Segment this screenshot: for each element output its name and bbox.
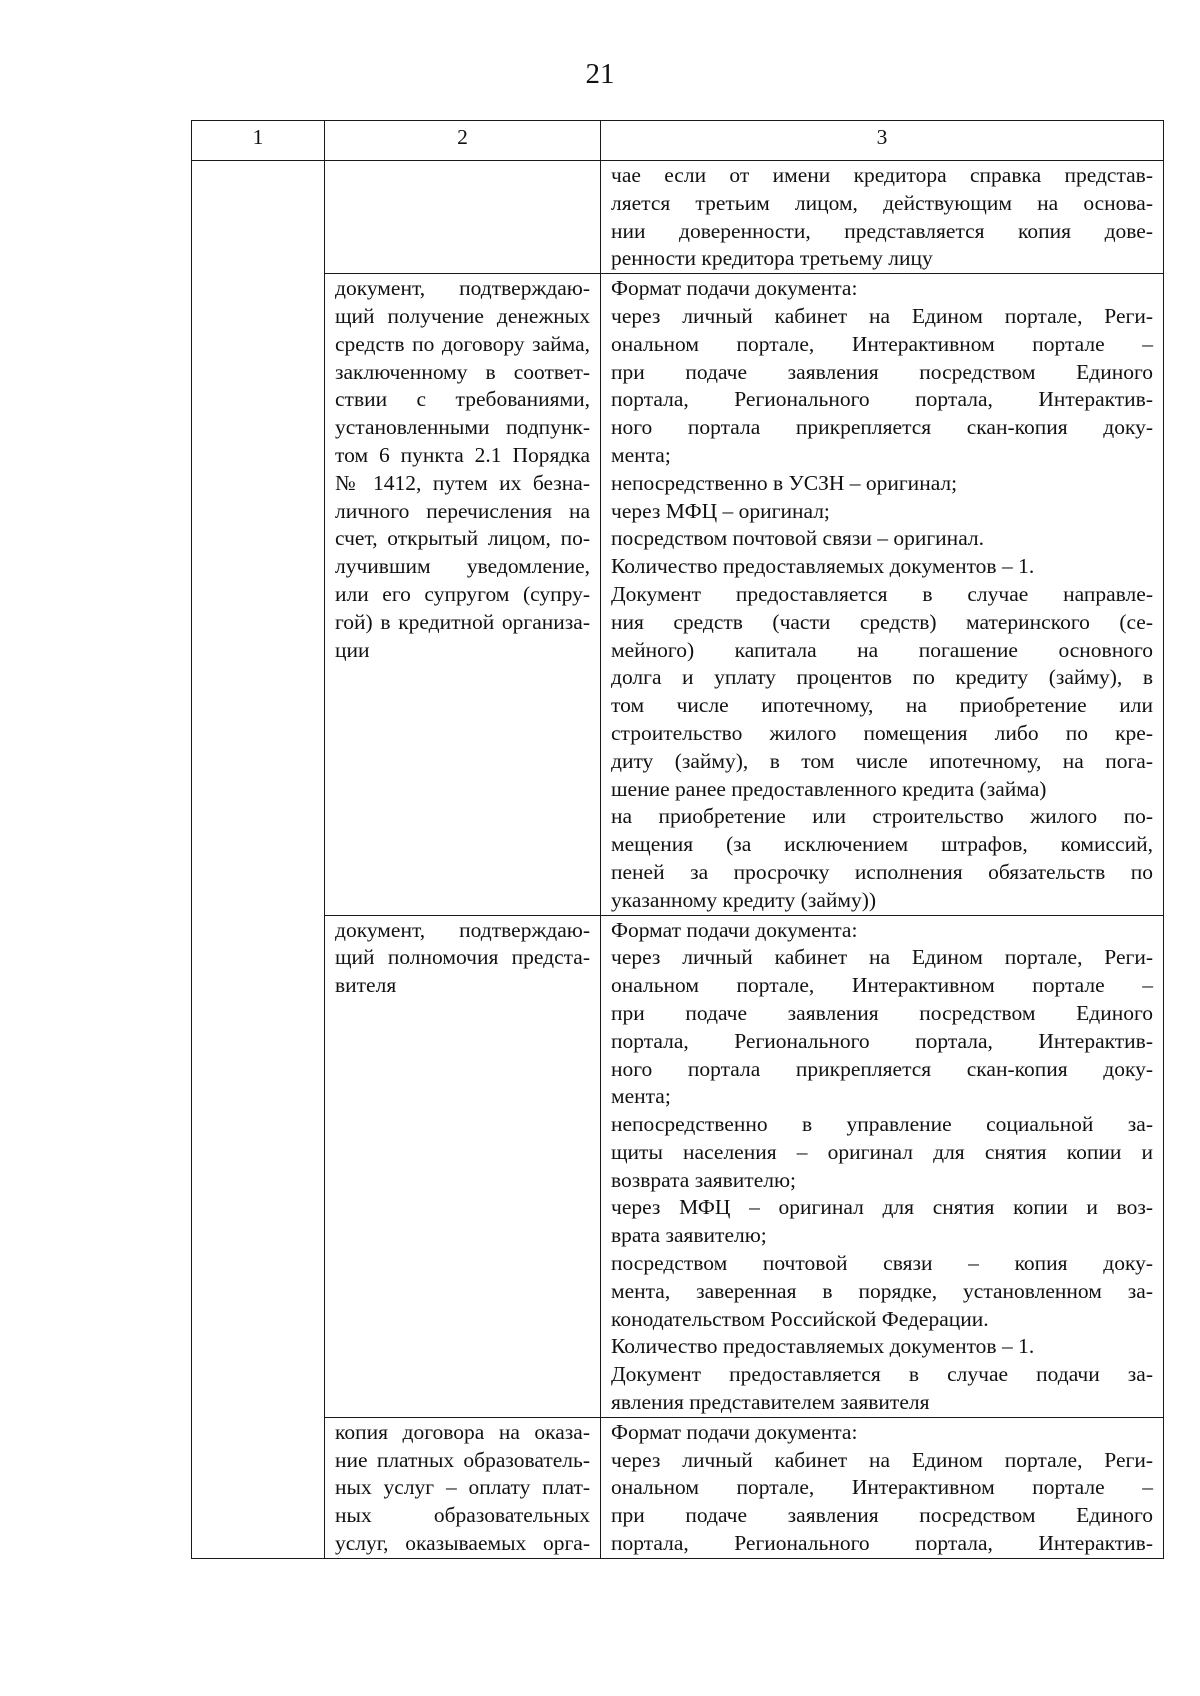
- text-line: ного портала прикрепляется скан-копия доку-: [611, 1056, 1153, 1081]
- text-line: через личный кабинет на Едином портале, Реги-: [611, 303, 1153, 328]
- text-line: заключенному в соответ-: [335, 359, 590, 384]
- text-line: ных услуг – оплату плат-: [335, 1475, 590, 1500]
- text-line: мента, заверенная в порядке, установленном за-: [611, 1278, 1153, 1303]
- text-line: через личный кабинет на Едином портале, Реги-: [611, 1447, 1153, 1472]
- text-line: мейного) капитала на погашение основного: [611, 637, 1153, 662]
- text-line: счет, открытый лицом, по-: [335, 526, 590, 551]
- text-line: ональном портале, Интерактивном портале –: [611, 973, 1153, 998]
- text-line: портала, Регионального портала, Интерактив-: [611, 1028, 1153, 1053]
- document-details-cell: [601, 1417, 1164, 1558]
- text-line: Документ предоставляется в случае подачи за-: [611, 1362, 1153, 1387]
- text-line: через МФЦ – оригинал;: [611, 498, 830, 523]
- text-line: ния средств (части средств) материнского (се-: [611, 609, 1153, 634]
- text-line: непосредственно в управление социальной за-: [611, 1112, 1153, 1137]
- text-line: строительство жилого помещения либо по кре-: [611, 720, 1153, 745]
- table-row: [192, 274, 1164, 915]
- text-line: или его супругом (супру-: [335, 581, 590, 606]
- text-line: портала, Регионального портала, Интерактив-: [611, 387, 1153, 412]
- document-name-cell: [325, 915, 601, 1417]
- table-row: [192, 161, 1164, 274]
- table-row: [192, 915, 1164, 1417]
- text-line: мента;: [611, 442, 671, 467]
- text-line: средств по договору займа,: [335, 331, 590, 356]
- document-details-cell: [601, 274, 1164, 915]
- text-line: ренности кредитора третьему лицу: [611, 246, 933, 271]
- column-header-2: 2: [325, 121, 601, 161]
- documents-table: [191, 120, 1164, 1559]
- text-line: явления представителем заявителя: [611, 1390, 930, 1415]
- text-line: при подаче заявления посредством Единого: [611, 1000, 1153, 1025]
- text-line: Количество предоставляемых документов – 1.: [611, 554, 1035, 579]
- text-line: портала, Регионального портала, Интерактив-: [611, 1531, 1153, 1556]
- text-line: посредством почтовой связи – оригинал.: [611, 526, 985, 551]
- text-line: мента;: [611, 1084, 671, 1109]
- text-line: чае если от имени кредитора справка представ-: [611, 163, 1153, 187]
- column-header-1: 1: [192, 121, 325, 161]
- text-line: врата заявителю;: [611, 1223, 767, 1248]
- text-line: диту (займу), в том числе ипотечному, на пога-: [611, 748, 1153, 773]
- document-name-cell: [325, 274, 601, 915]
- text-line: долга и уплату процентов по кредиту (займу), в: [611, 665, 1153, 690]
- column-header-3: 3: [601, 121, 1164, 161]
- text-line: щиты населения – оригинал для снятия копии и: [611, 1139, 1153, 1164]
- text-line: ние платных образователь-: [335, 1447, 590, 1472]
- text-line: документ, подтверждаю-: [335, 917, 590, 942]
- text-line: вителя: [335, 973, 397, 998]
- text-line: указанному кредиту (займу)): [611, 887, 877, 912]
- text-line: копия договора на оказа-: [335, 1419, 590, 1444]
- column-1-cell: [192, 161, 325, 1559]
- text-line: том числе ипотечному, на приобретение или: [611, 693, 1153, 718]
- text-line: возврата заявителю;: [611, 1167, 796, 1192]
- text-line: Формат подачи документа:: [611, 1419, 858, 1444]
- text-line: ных образовательных: [335, 1503, 590, 1528]
- text-line: лучившим уведомление,: [335, 554, 590, 579]
- table-row: [192, 1417, 1164, 1558]
- text-line: нии доверенности, представляется копия дове-: [611, 218, 1153, 243]
- text-line: ствии с требованиями,: [335, 387, 590, 412]
- text-line: ональном портале, Интерактивном портале –: [611, 1475, 1153, 1500]
- text-line: гой) в кредитной организа-: [335, 609, 590, 634]
- text-line: документ, подтверждаю-: [335, 276, 590, 301]
- document-details-cell: [601, 915, 1164, 1417]
- text-line: ного портала прикрепляется скан-копия доку-: [611, 415, 1153, 440]
- text-line: услуг, оказываемых орга-: [335, 1531, 590, 1556]
- text-line: Документ предоставляется в случае направле-: [611, 581, 1153, 606]
- text-line: Формат подачи документа:: [611, 917, 858, 942]
- text-line: щий получение денежных: [335, 303, 590, 328]
- table-body: [192, 161, 1164, 1559]
- text-line: при подаче заявления посредством Единого: [611, 359, 1153, 384]
- document-name-cell: [325, 1417, 601, 1558]
- text-line: том 6 пункта 2.1 Порядка: [335, 442, 590, 467]
- text-line: при подаче заявления посредством Единого: [611, 1503, 1153, 1528]
- text-line: конодательством Российской Федерации.: [611, 1306, 989, 1331]
- text-line: № 1412, путем их безна-: [335, 470, 590, 495]
- text-line: установленными подпунк-: [335, 415, 590, 440]
- text-line: ляется третьим лицом, действующим на основа-: [611, 190, 1153, 215]
- table-header-row: [192, 121, 1164, 161]
- text-line: мещения (за исключением штрафов, комиссий,: [611, 832, 1153, 857]
- text-line: непосредственно в УСЗН – оригинал;: [611, 470, 958, 495]
- text-line: ции: [335, 637, 370, 662]
- text-line: пеней за просрочку исполнения обязательств по: [611, 859, 1153, 884]
- text-line: через личный кабинет на Едином портале, Реги-: [611, 945, 1153, 970]
- text-line: посредством почтовой связи – копия доку-: [611, 1251, 1153, 1276]
- document-name-cell: [325, 161, 601, 274]
- text-line: через МФЦ – оригинал для снятия копии и воз-: [611, 1195, 1153, 1220]
- text-line: шение ранее предоставленного кредита (займа): [611, 776, 1047, 801]
- page-number: 21: [585, 58, 615, 90]
- text-line: щий полномочия предста-: [335, 945, 590, 970]
- text-line: личного перечисления на: [335, 498, 590, 523]
- document-details-cell: [601, 161, 1164, 274]
- text-line: ональном портале, Интерактивном портале –: [611, 331, 1153, 356]
- text-line: Количество предоставляемых документов – 1.: [611, 1334, 1035, 1359]
- text-line: Формат подачи документа:: [611, 276, 858, 301]
- text-line: на приобретение или строительство жилого по-: [611, 804, 1153, 829]
